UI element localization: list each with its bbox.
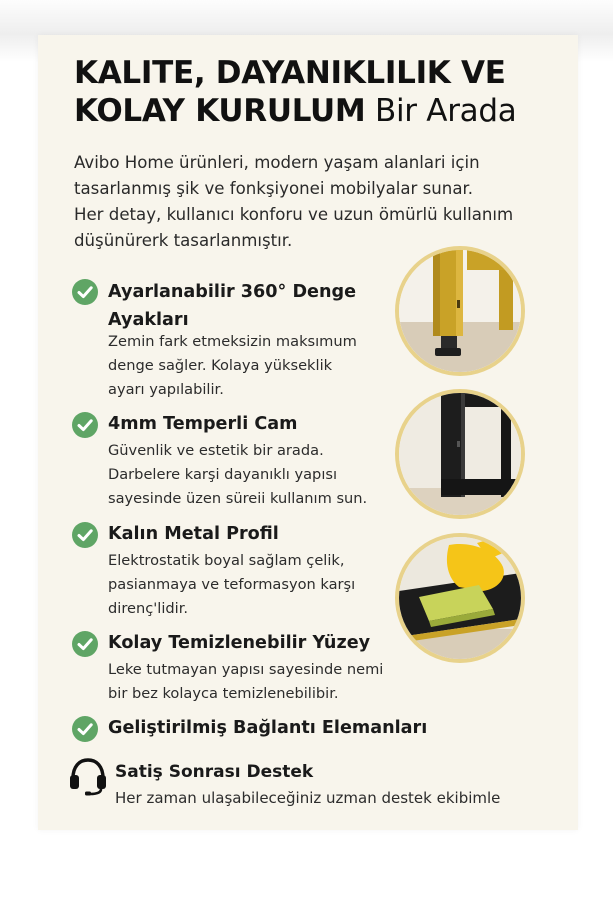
feature-easy-clean-surface [72,630,392,710]
feature-description: Güvenlik ve estetik bir arada. Darbelere karşi dayanıklı yapısı sayesinde üzen süreii kullanım sun. [108,442,368,507]
headset-icon [68,756,108,800]
check-circle-icon [72,412,98,438]
support-title: Satiş Sonrası Destek [115,762,314,782]
feature-adjustable-feet [72,278,392,408]
feature-title: Kolay Temizlenebilir Yüzey [108,633,371,653]
check-circle-icon [72,522,98,548]
check-circle-icon [72,631,98,657]
gold-table-leg-photo [395,246,525,376]
feature-description: Elektrostatik boyal sağlam çelik, pasianmaya ve teformasyon karşı direnç'lidir. [108,552,356,617]
title-line-2-rest: Bir Arada [365,93,517,129]
feature-metal-profile [72,521,392,621]
intro-paragraph [74,150,574,254]
support-description: Her zaman ulaşabileceğiniz uzman destek ekibimle [115,789,501,807]
feature-title: Geliştirilmiş Bağlantı Elemanları [108,718,428,738]
check-circle-icon [72,716,98,742]
page-title [74,54,594,130]
feature-description: Zemin fark etmeksizin maksımum denge sağler. Kolaya yükseklik ayarı yapılabilir. [108,333,357,398]
intro-line: Her detay, kullanıcı konforu ve uzun ömürlü kullanım [74,205,514,224]
feature-title: Kalın Metal Profil [108,524,279,544]
intro-line: Avibo Home ürünleri, modern yaşam alanlari için [74,153,480,172]
feature-title: Ayarlanabilir 360° Denge Ayakları [108,282,357,330]
intro-line: düşünürerk tasarlanmıştır. [74,231,293,250]
cleaning-sponge-photo [395,533,525,663]
intro-line: tasarlanmış şik ve fonkşiyonei mobilyalar sunar. [74,179,474,198]
after-sales-support [68,752,538,812]
title-line-2-bold: KOLAY KURULUM [74,93,366,129]
check-circle-icon [72,279,98,305]
feature-tempered-glass [72,411,392,511]
feature-description: Leke tutmayan yapısı sayesinde nemi bir bez kolayca temizlenebilibir. [108,661,384,702]
feature-title: 4mm Temperli Cam [108,414,298,434]
black-metal-frame-photo [395,389,525,519]
title-line-1: KALITE, DAYANIKLILIK VE [74,55,506,91]
feature-connection-elements [72,715,452,745]
